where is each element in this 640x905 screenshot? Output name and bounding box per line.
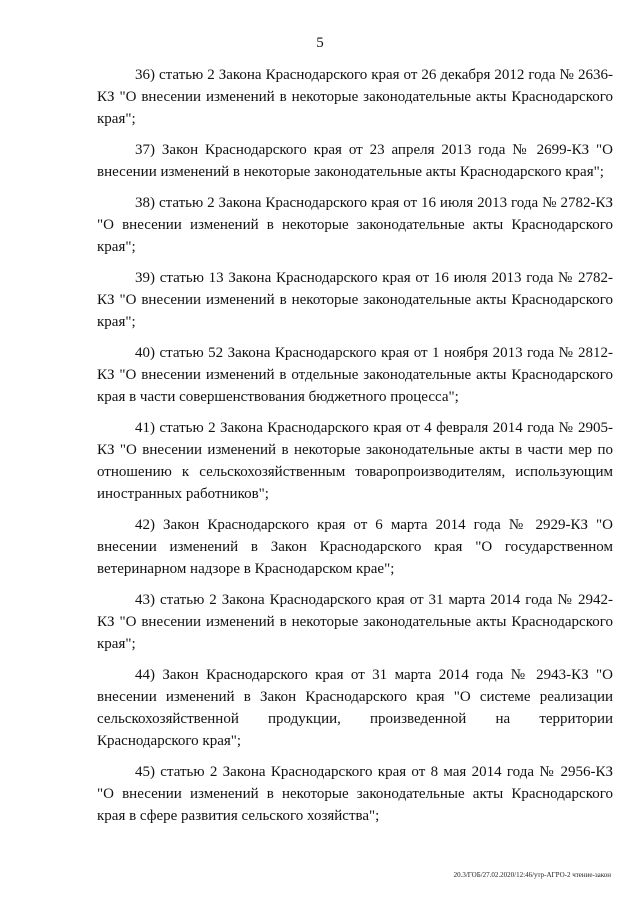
list-item-text: статью 52 Закона Краснодарского края от 1 ноября 2013 года № 2812-КЗ "О внесении изменений в отдельные законодательные акты Краснодарского края в части совершенствования бюджетного процесса"; (97, 345, 614, 405)
list-item-number: 36) (135, 67, 155, 83)
list-item-number: 44) (135, 667, 155, 683)
list-item-text: статью 2 Закона Краснодарского края от 16 июля 2013 года № 2782-КЗ "О внесении изменений в некоторые законодательные акты Краснодарского края"; (97, 195, 614, 255)
list-item (97, 417, 613, 505)
list-item-number: 43) (135, 592, 155, 608)
list-item-number: 45) (135, 764, 155, 780)
list-item-number: 39) (135, 270, 155, 286)
list-item-text: Закон Краснодарского края от 31 марта 2014 года № 2943-КЗ "О внесении изменений в Закон Краснодарского края "О системе реализации сельскохозяйственной продукции, произведенной на территории Краснодарского края"; (97, 667, 613, 749)
list-item (97, 139, 613, 183)
list-item-number: 37) (135, 142, 155, 158)
list-item-text: Закон Краснодарского края от 6 марта 2014 года № 2929-КЗ "О внесении изменений в Закон Краснодарского края "О государственном ветеринарном надзоре в Краснодарском крае"; (97, 517, 613, 577)
list-item-number: 40) (135, 345, 155, 361)
list-item-text: статью 13 Закона Краснодарского края от 16 июля 2013 года № 2782-КЗ "О внесении изменений в некоторые законодательные акты Краснодарского края"; (97, 270, 613, 330)
list-item-number: 42) (135, 517, 155, 533)
list-item-text: статью 2 Закона Краснодарского края от 8 мая 2014 года № 2956-КЗ "О внесении изменений в некоторые законодательные акты Краснодарского края в сфере развития сельского хозяйства"; (97, 764, 613, 824)
document-body (97, 64, 613, 836)
list-item (97, 192, 613, 258)
list-item (97, 589, 613, 655)
list-item-number: 38) (135, 195, 155, 211)
list-item (97, 761, 613, 827)
list-item-number: 41) (135, 420, 155, 436)
list-item-text: статью 2 Закона Краснодарского края от 31 марта 2014 года № 2942-КЗ "О внесении изменений в некоторые законодательные акты Краснодарского края"; (97, 592, 614, 652)
list-item-text: Закон Краснодарского края от 23 апреля 2013 года № 2699-КЗ "О внесении изменений в некоторые законодательные акты Краснодарского края"; (97, 142, 614, 180)
list-item (97, 514, 613, 580)
list-item (97, 342, 613, 408)
page-number: 5 (316, 35, 324, 51)
list-item (97, 267, 613, 333)
list-item-text: статью 2 Закона Краснодарского края от 26 декабря 2012 года № 2636-КЗ "О внесении изменений в некоторые законодательные акты Краснодарского края"; (97, 67, 613, 127)
list-item-text: статью 2 Закона Краснодарского края от 4 февраля 2014 года № 2905-КЗ "О внесении изменений в некоторые законодательные акты в части мер по отношению к сельскохозяйственным товаропроизводителям, использующим иностранных работников"; (97, 420, 613, 502)
list-item (97, 64, 613, 130)
list-item (97, 664, 613, 752)
document-footer-code: 20.3/ГОБ/27.02.2020/12:46/утр-АГРО-2 чтение-закон (453, 871, 611, 879)
